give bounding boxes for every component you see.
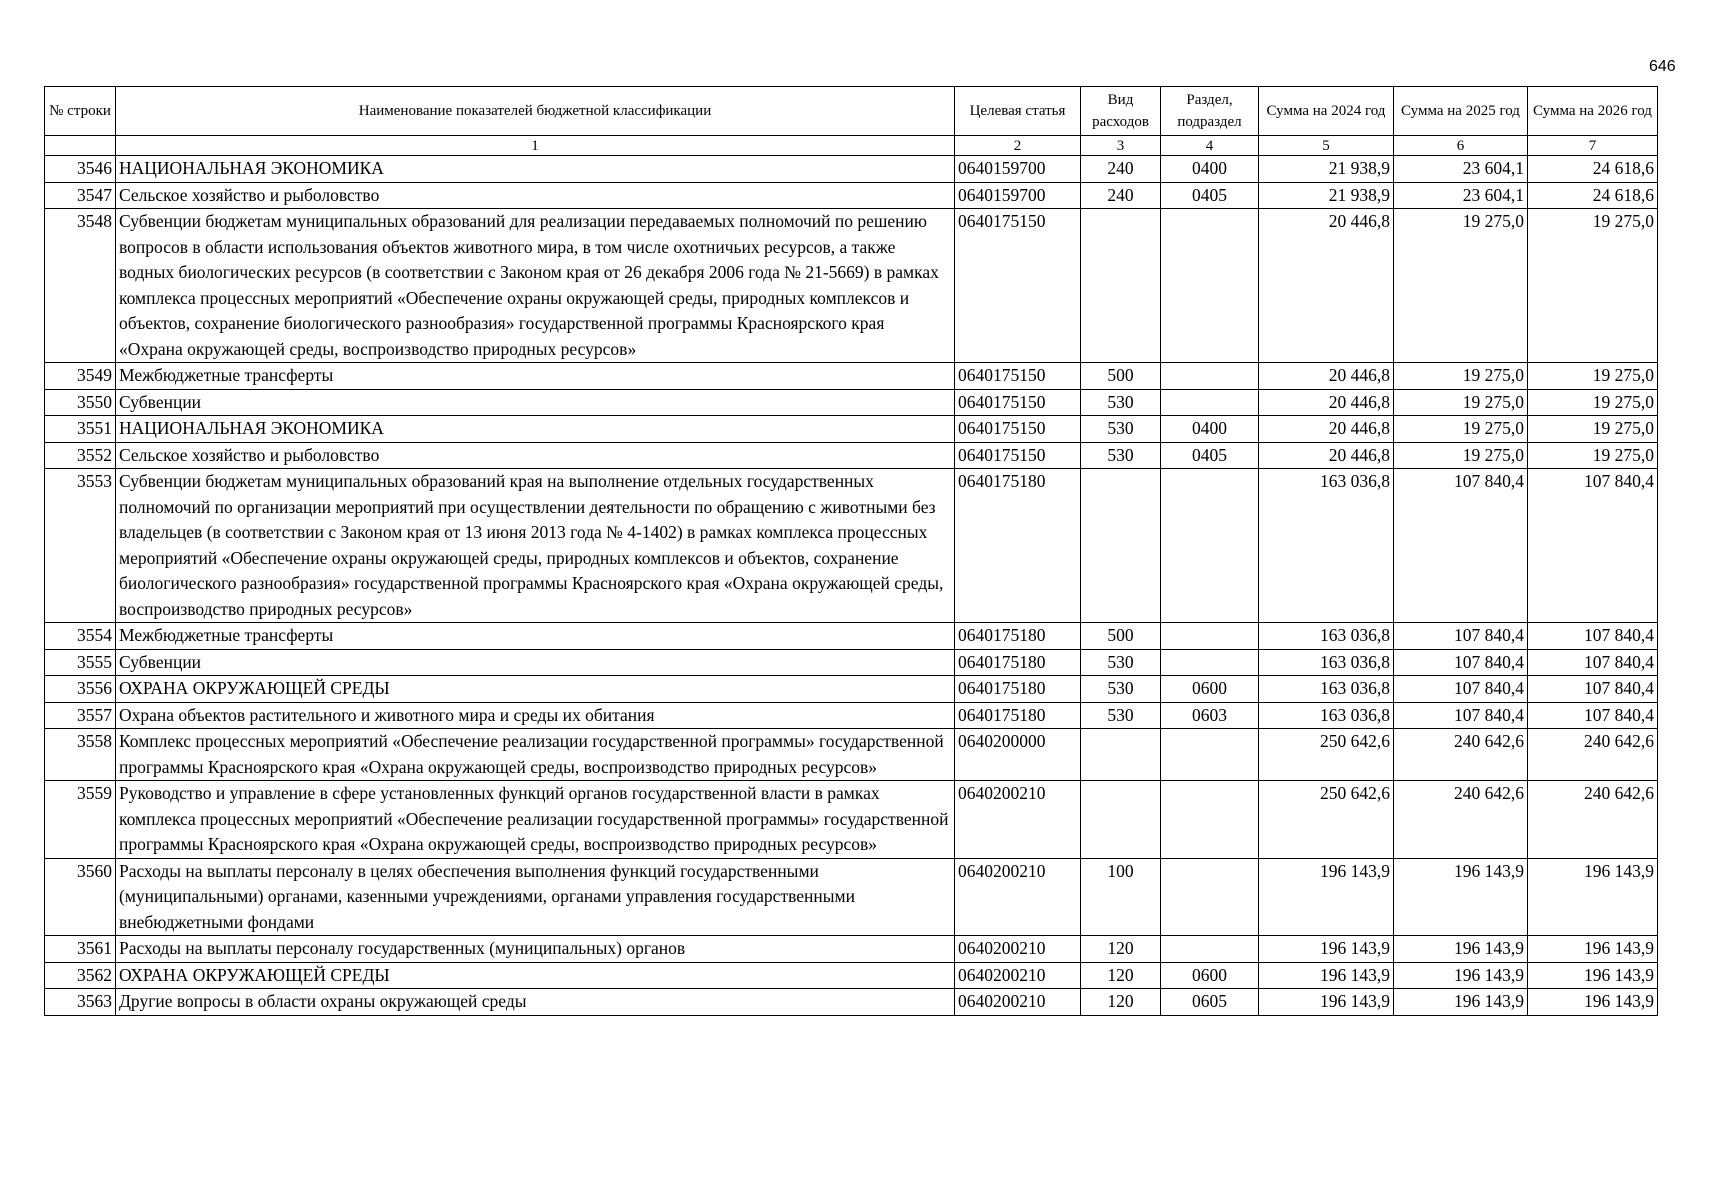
- section-cell: 0603: [1161, 702, 1259, 729]
- target-article-cell: 0640175180: [955, 649, 1081, 676]
- row-number-cell: 3549: [45, 363, 116, 390]
- indicator-name-cell: Сельское хозяйство и рыболовство: [116, 182, 955, 209]
- sum-2025-cell: 107 840,4: [1394, 649, 1528, 676]
- sum-2026-cell: 196 143,9: [1528, 858, 1658, 936]
- table-row: [45, 729, 1658, 781]
- table-row: [45, 676, 1658, 703]
- table-header-row: [45, 87, 1658, 136]
- row-number-cell: 3548: [45, 209, 116, 363]
- target-article-cell: 0640175150: [955, 363, 1081, 390]
- sum-2024-cell: 196 143,9: [1259, 858, 1394, 936]
- row-number-cell: 3550: [45, 389, 116, 416]
- sum-2024-cell: 250 642,6: [1259, 729, 1394, 781]
- column-number: 5: [1259, 136, 1394, 156]
- section-cell: [1161, 936, 1259, 963]
- sum-2024-cell: 21 938,9: [1259, 156, 1394, 183]
- table-row: [45, 989, 1658, 1016]
- sum-2025-cell: 196 143,9: [1394, 936, 1528, 963]
- expense-type-cell: 120: [1081, 936, 1161, 963]
- sum-2026-cell: 24 618,6: [1528, 156, 1658, 183]
- sum-2024-cell: 196 143,9: [1259, 936, 1394, 963]
- indicator-name-cell: Межбюджетные трансферты: [116, 363, 955, 390]
- sum-2026-cell: 107 840,4: [1528, 649, 1658, 676]
- page-number: 646: [1649, 58, 1676, 75]
- row-number-cell: 3547: [45, 182, 116, 209]
- sum-2024-cell: 163 036,8: [1259, 623, 1394, 650]
- expense-type-cell: 500: [1081, 363, 1161, 390]
- indicator-name-cell: Расходы на выплаты персоналу государственных (муниципальных) органов: [116, 936, 955, 963]
- column-number: 2: [955, 136, 1081, 156]
- table-row: [45, 182, 1658, 209]
- row-number-cell: 3562: [45, 962, 116, 989]
- indicator-name-cell: Субвенции бюджетам муниципальных образований края на выполнение отдельных государственных полномочий по организации мероприятий при осуществлении деятельности по обращению с животными без владельцев (в соответствии с Законом края от 13 июня 2013 года № 4-1402) в рамках комплекса процессных мероприятий «Обеспечение охраны окружающей среды, природных комплексов и объектов, сохранение биологического разнообразия» государственной программы Красноярского края «Охрана окружающей среды, воспроизводство природных ресурсов»: [116, 469, 955, 623]
- section-cell: 0405: [1161, 182, 1259, 209]
- section-cell: [1161, 781, 1259, 859]
- sum-2025-cell: 107 840,4: [1394, 676, 1528, 703]
- target-article-cell: 0640175150: [955, 209, 1081, 363]
- target-article-cell: 0640175150: [955, 442, 1081, 469]
- indicator-name-cell: ОХРАНА ОКРУЖАЮЩЕЙ СРЕДЫ: [116, 962, 955, 989]
- row-number-cell: 3557: [45, 702, 116, 729]
- sum-2025-cell: 107 840,4: [1394, 623, 1528, 650]
- sum-2026-cell: 19 275,0: [1528, 416, 1658, 443]
- column-number: 3: [1081, 136, 1161, 156]
- sum-2026-cell: 107 840,4: [1528, 702, 1658, 729]
- sum-2026-cell: 196 143,9: [1528, 936, 1658, 963]
- header-expense-type: Вид расходов: [1081, 87, 1161, 136]
- table-body: [45, 156, 1658, 1016]
- table-row: [45, 389, 1658, 416]
- sum-2025-cell: 240 642,6: [1394, 729, 1528, 781]
- target-article-cell: 0640200210: [955, 858, 1081, 936]
- sum-2026-cell: 107 840,4: [1528, 676, 1658, 703]
- section-cell: [1161, 363, 1259, 390]
- indicator-name-cell: Охрана объектов растительного и животного мира и среды их обитания: [116, 702, 955, 729]
- sum-2026-cell: 19 275,0: [1528, 363, 1658, 390]
- section-cell: [1161, 469, 1259, 623]
- section-cell: [1161, 649, 1259, 676]
- header-sum-2024: Сумма на 2024 год: [1259, 87, 1394, 136]
- expense-type-cell: [1081, 209, 1161, 363]
- expense-type-cell: 120: [1081, 989, 1161, 1016]
- sum-2026-cell: 240 642,6: [1528, 729, 1658, 781]
- column-number: 7: [1528, 136, 1658, 156]
- row-number-cell: 3555: [45, 649, 116, 676]
- sum-2024-cell: 20 446,8: [1259, 209, 1394, 363]
- target-article-cell: 0640175180: [955, 676, 1081, 703]
- target-article-cell: 0640200000: [955, 729, 1081, 781]
- table-row: [45, 623, 1658, 650]
- expense-type-cell: [1081, 729, 1161, 781]
- expense-type-cell: 530: [1081, 676, 1161, 703]
- row-number-cell: 3560: [45, 858, 116, 936]
- row-number-cell: 3558: [45, 729, 116, 781]
- row-number-cell: 3556: [45, 676, 116, 703]
- sum-2024-cell: 163 036,8: [1259, 676, 1394, 703]
- table-row: [45, 858, 1658, 936]
- row-number-cell: 3554: [45, 623, 116, 650]
- expense-type-cell: 530: [1081, 389, 1161, 416]
- section-cell: [1161, 623, 1259, 650]
- section-cell: [1161, 209, 1259, 363]
- sum-2025-cell: 19 275,0: [1394, 363, 1528, 390]
- sum-2024-cell: 196 143,9: [1259, 962, 1394, 989]
- sum-2026-cell: 107 840,4: [1528, 469, 1658, 623]
- table-row: [45, 209, 1658, 363]
- indicator-name-cell: Субвенции: [116, 649, 955, 676]
- indicator-name-cell: Руководство и управление в сфере установленных функций органов государственной власти в рамках комплекса процессных мероприятий «Обеспечение реализации государственной программы» государственной программы Красноярского края «Охрана окружающей среды, воспроизводство природных ресурсов»: [116, 781, 955, 859]
- target-article-cell: 0640200210: [955, 962, 1081, 989]
- sum-2025-cell: 19 275,0: [1394, 389, 1528, 416]
- section-cell: [1161, 858, 1259, 936]
- target-article-cell: 0640200210: [955, 781, 1081, 859]
- table-row: [45, 649, 1658, 676]
- sum-2025-cell: 19 275,0: [1394, 209, 1528, 363]
- table-row: [45, 781, 1658, 859]
- row-number-cell: 3559: [45, 781, 116, 859]
- section-cell: 0605: [1161, 989, 1259, 1016]
- target-article-cell: 0640175180: [955, 623, 1081, 650]
- table-row: [45, 416, 1658, 443]
- header-sum-2025: Сумма на 2025 год: [1394, 87, 1528, 136]
- row-number-cell: 3553: [45, 469, 116, 623]
- sum-2025-cell: 196 143,9: [1394, 989, 1528, 1016]
- indicator-name-cell: Комплекс процессных мероприятий «Обеспечение реализации государственной программы» государственной программы Красноярского края «Охрана окружающей среды, воспроизводство природных ресурсов»: [116, 729, 955, 781]
- column-number: 1: [116, 136, 955, 156]
- sum-2024-cell: 20 446,8: [1259, 416, 1394, 443]
- indicator-name-cell: ОХРАНА ОКРУЖАЮЩЕЙ СРЕДЫ: [116, 676, 955, 703]
- target-article-cell: 0640200210: [955, 989, 1081, 1016]
- section-cell: 0600: [1161, 962, 1259, 989]
- sum-2024-cell: 163 036,8: [1259, 649, 1394, 676]
- sum-2026-cell: 196 143,9: [1528, 989, 1658, 1016]
- expense-type-cell: 530: [1081, 649, 1161, 676]
- column-number: 4: [1161, 136, 1259, 156]
- indicator-name-cell: Сельское хозяйство и рыболовство: [116, 442, 955, 469]
- expense-type-cell: 530: [1081, 702, 1161, 729]
- sum-2024-cell: 250 642,6: [1259, 781, 1394, 859]
- sum-2026-cell: 240 642,6: [1528, 781, 1658, 859]
- row-number-cell: 3546: [45, 156, 116, 183]
- sum-2026-cell: 19 275,0: [1528, 389, 1658, 416]
- sum-2026-cell: 19 275,0: [1528, 442, 1658, 469]
- budget-table: [44, 86, 1658, 1016]
- expense-type-cell: [1081, 469, 1161, 623]
- sum-2024-cell: 20 446,8: [1259, 389, 1394, 416]
- target-article-cell: 0640175180: [955, 469, 1081, 623]
- sum-2025-cell: 107 840,4: [1394, 702, 1528, 729]
- sum-2025-cell: 196 143,9: [1394, 962, 1528, 989]
- table-row: [45, 442, 1658, 469]
- table-row: [45, 363, 1658, 390]
- expense-type-cell: 120: [1081, 962, 1161, 989]
- sum-2025-cell: 23 604,1: [1394, 182, 1528, 209]
- sum-2025-cell: 107 840,4: [1394, 469, 1528, 623]
- sum-2026-cell: 107 840,4: [1528, 623, 1658, 650]
- sum-2024-cell: 163 036,8: [1259, 702, 1394, 729]
- target-article-cell: 0640200210: [955, 936, 1081, 963]
- column-number: 6: [1394, 136, 1528, 156]
- section-cell: 0400: [1161, 156, 1259, 183]
- header-row-number: № строки: [45, 87, 116, 136]
- section-cell: 0405: [1161, 442, 1259, 469]
- target-article-cell: 0640159700: [955, 182, 1081, 209]
- column-number-row: [45, 136, 1658, 156]
- sum-2024-cell: 21 938,9: [1259, 182, 1394, 209]
- header-indicator-name: Наименование показателей бюджетной классификации: [116, 87, 955, 136]
- target-article-cell: 0640175150: [955, 389, 1081, 416]
- indicator-name-cell: Расходы на выплаты персоналу в целях обеспечения выполнения функций государственными (муниципальными) органами, казенными учреждениями, органами управления государственными внебюджетными фондами: [116, 858, 955, 936]
- table-row: [45, 469, 1658, 623]
- expense-type-cell: 500: [1081, 623, 1161, 650]
- target-article-cell: 0640159700: [955, 156, 1081, 183]
- expense-type-cell: 100: [1081, 858, 1161, 936]
- target-article-cell: 0640175180: [955, 702, 1081, 729]
- table-row: [45, 962, 1658, 989]
- section-cell: [1161, 729, 1259, 781]
- indicator-name-cell: Межбюджетные трансферты: [116, 623, 955, 650]
- table-row: [45, 156, 1658, 183]
- column-number-blank: [45, 136, 116, 156]
- row-number-cell: 3561: [45, 936, 116, 963]
- sum-2024-cell: 163 036,8: [1259, 469, 1394, 623]
- section-cell: 0600: [1161, 676, 1259, 703]
- sum-2026-cell: 24 618,6: [1528, 182, 1658, 209]
- expense-type-cell: [1081, 781, 1161, 859]
- row-number-cell: 3551: [45, 416, 116, 443]
- sum-2024-cell: 196 143,9: [1259, 989, 1394, 1016]
- indicator-name-cell: Другие вопросы в области охраны окружающей среды: [116, 989, 955, 1016]
- row-number-cell: 3563: [45, 989, 116, 1016]
- sum-2025-cell: 240 642,6: [1394, 781, 1528, 859]
- indicator-name-cell: Субвенции бюджетам муниципальных образований для реализации передаваемых полномочий по решению вопросов в области использования объектов животного мира, в том числе охотничьих ресурсов, а также водных биологических ресурсов (в соответствии с Законом края от 26 декабря 2006 года № 21-5669) в рамках комплекса процессных мероприятий «Обеспечение охраны окружающей среды, природных комплексов и объектов, сохранение биологического разнообразия» государственной программы Красноярского края «Охрана окружающей среды, воспроизводство природных ресурсов»: [116, 209, 955, 363]
- expense-type-cell: 530: [1081, 416, 1161, 443]
- row-number-cell: 3552: [45, 442, 116, 469]
- indicator-name-cell: Субвенции: [116, 389, 955, 416]
- section-cell: [1161, 389, 1259, 416]
- sum-2025-cell: 19 275,0: [1394, 416, 1528, 443]
- section-cell: 0400: [1161, 416, 1259, 443]
- header-sum-2026: Сумма на 2026 год: [1528, 87, 1658, 136]
- table-row: [45, 936, 1658, 963]
- header-target-article: Целевая статья: [955, 87, 1081, 136]
- sum-2025-cell: 196 143,9: [1394, 858, 1528, 936]
- expense-type-cell: 530: [1081, 442, 1161, 469]
- sum-2024-cell: 20 446,8: [1259, 442, 1394, 469]
- sum-2025-cell: 23 604,1: [1394, 156, 1528, 183]
- sum-2026-cell: 19 275,0: [1528, 209, 1658, 363]
- target-article-cell: 0640175150: [955, 416, 1081, 443]
- header-section: Раздел, подраздел: [1161, 87, 1259, 136]
- sum-2026-cell: 196 143,9: [1528, 962, 1658, 989]
- indicator-name-cell: НАЦИОНАЛЬНАЯ ЭКОНОМИКА: [116, 156, 955, 183]
- indicator-name-cell: НАЦИОНАЛЬНАЯ ЭКОНОМИКА: [116, 416, 955, 443]
- sum-2024-cell: 20 446,8: [1259, 363, 1394, 390]
- expense-type-cell: 240: [1081, 156, 1161, 183]
- expense-type-cell: 240: [1081, 182, 1161, 209]
- table-row: [45, 702, 1658, 729]
- sum-2025-cell: 19 275,0: [1394, 442, 1528, 469]
